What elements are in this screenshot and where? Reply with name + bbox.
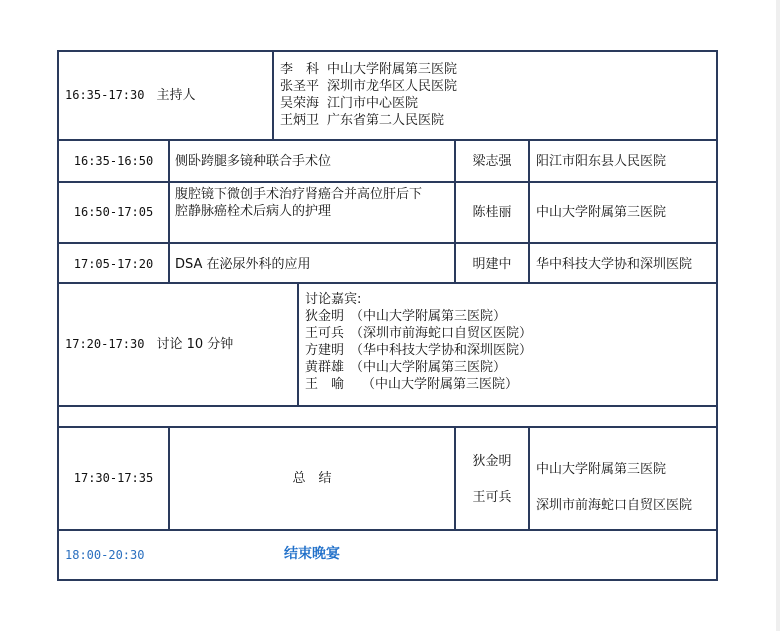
talk-title: 侧卧跨腿多镜种联合手术位 <box>175 154 332 169</box>
table-rule <box>272 50 274 140</box>
table-rule <box>57 181 718 183</box>
talk-speaker: 明建中 <box>472 257 512 272</box>
talk-title: DSA 在泌尿外科的应用 <box>175 257 311 272</box>
summary-time: 17:30-17:35 <box>73 471 154 485</box>
summary-speaker: 狄金明 <box>472 454 512 469</box>
guest-org: （中山大学附属第三医院） <box>350 309 507 324</box>
table-rule <box>57 529 718 531</box>
talk-time: 16:50-17:05 <box>73 205 154 219</box>
host-org: 广东省第二人民医院 <box>327 113 445 128</box>
table-rule <box>57 405 718 407</box>
summary-org: 深圳市前海蛇口自贸区医院 <box>536 498 693 513</box>
schedule-table <box>57 50 718 581</box>
page-edge <box>776 0 780 631</box>
guest-org: （中山大学附属第三医院） <box>362 377 519 392</box>
guest-name: 王可兵 <box>305 326 345 341</box>
host-org: 江门市中心医院 <box>327 96 419 111</box>
guest-name: 方建明 <box>305 343 345 358</box>
summary-org: 中山大学附属第三医院 <box>536 462 667 477</box>
summary-title: 总 结 <box>292 471 332 486</box>
banquet-title: 结束晚宴 <box>284 546 340 562</box>
discussion-label: 讨论 10 分钟 <box>156 337 234 352</box>
guest-org: （中山大学附属第三医院） <box>350 360 507 375</box>
session-time-cell <box>59 52 272 139</box>
guest-row <box>305 342 710 359</box>
table-rule <box>716 50 718 581</box>
summary-speaker: 王可兵 <box>472 490 512 505</box>
table-rule <box>528 426 530 530</box>
table-rule <box>297 282 299 406</box>
guest-org: （深圳市前海蛇口自贸区医院） <box>350 326 533 341</box>
host-org: 中山大学附属第三医院 <box>327 62 458 77</box>
guest-row <box>305 325 710 342</box>
host-name: 张圣平 <box>280 79 320 94</box>
talk-title-line: 腹腔镜下微创手术治疗肾癌合并高位肝后下 <box>175 187 423 202</box>
session-time: 16:35-17:30 <box>65 88 145 102</box>
table-rule <box>528 139 530 283</box>
guest-name: 王 喻 <box>305 377 345 392</box>
talk-org: 阳江市阳东县人民医院 <box>536 154 667 169</box>
session-role: 主持人 <box>156 88 196 103</box>
talk-time: 17:05-17:20 <box>73 257 154 271</box>
table-rule <box>168 139 170 283</box>
talk-org: 中山大学附属第三医院 <box>536 205 667 220</box>
guest-name: 黄群雄 <box>305 360 345 375</box>
table-rule <box>454 426 456 530</box>
host-row <box>280 95 700 112</box>
talk-time: 16:35-16:50 <box>73 154 154 168</box>
host-row <box>280 112 700 129</box>
guest-row <box>305 308 710 325</box>
host-name: 王炳卫 <box>280 113 320 128</box>
guests-title: 讨论嘉宾: <box>305 292 362 307</box>
talk-speaker: 梁志强 <box>472 154 512 169</box>
table-rule <box>57 242 718 244</box>
table-rule <box>57 426 718 428</box>
host-name: 李 科 <box>280 62 320 77</box>
banquet-time: 18:00-20:30 <box>65 548 145 562</box>
host-row <box>280 78 700 95</box>
session-hosts <box>280 61 700 129</box>
host-org: 深圳市龙华区人民医院 <box>327 79 458 94</box>
table-rule <box>57 139 718 141</box>
talk-title-line: 腔静脉癌栓术后病人的护理 <box>175 204 332 219</box>
table-rule <box>57 579 718 581</box>
host-name: 吴荣海 <box>280 96 320 111</box>
guest-org: （华中科技大学协和深圳医院） <box>350 343 533 358</box>
discussion-time-cell <box>59 284 297 405</box>
guest-row <box>305 376 710 393</box>
guest-row <box>305 359 710 376</box>
talk-speaker: 陈桂丽 <box>472 205 512 220</box>
host-row <box>280 61 700 78</box>
discussion-guests <box>305 291 710 393</box>
discussion-time: 17:20-17:30 <box>65 337 145 351</box>
guest-name: 狄金明 <box>305 309 345 324</box>
talk-title <box>175 186 453 220</box>
talk-org: 华中科技大学协和深圳医院 <box>536 257 693 272</box>
